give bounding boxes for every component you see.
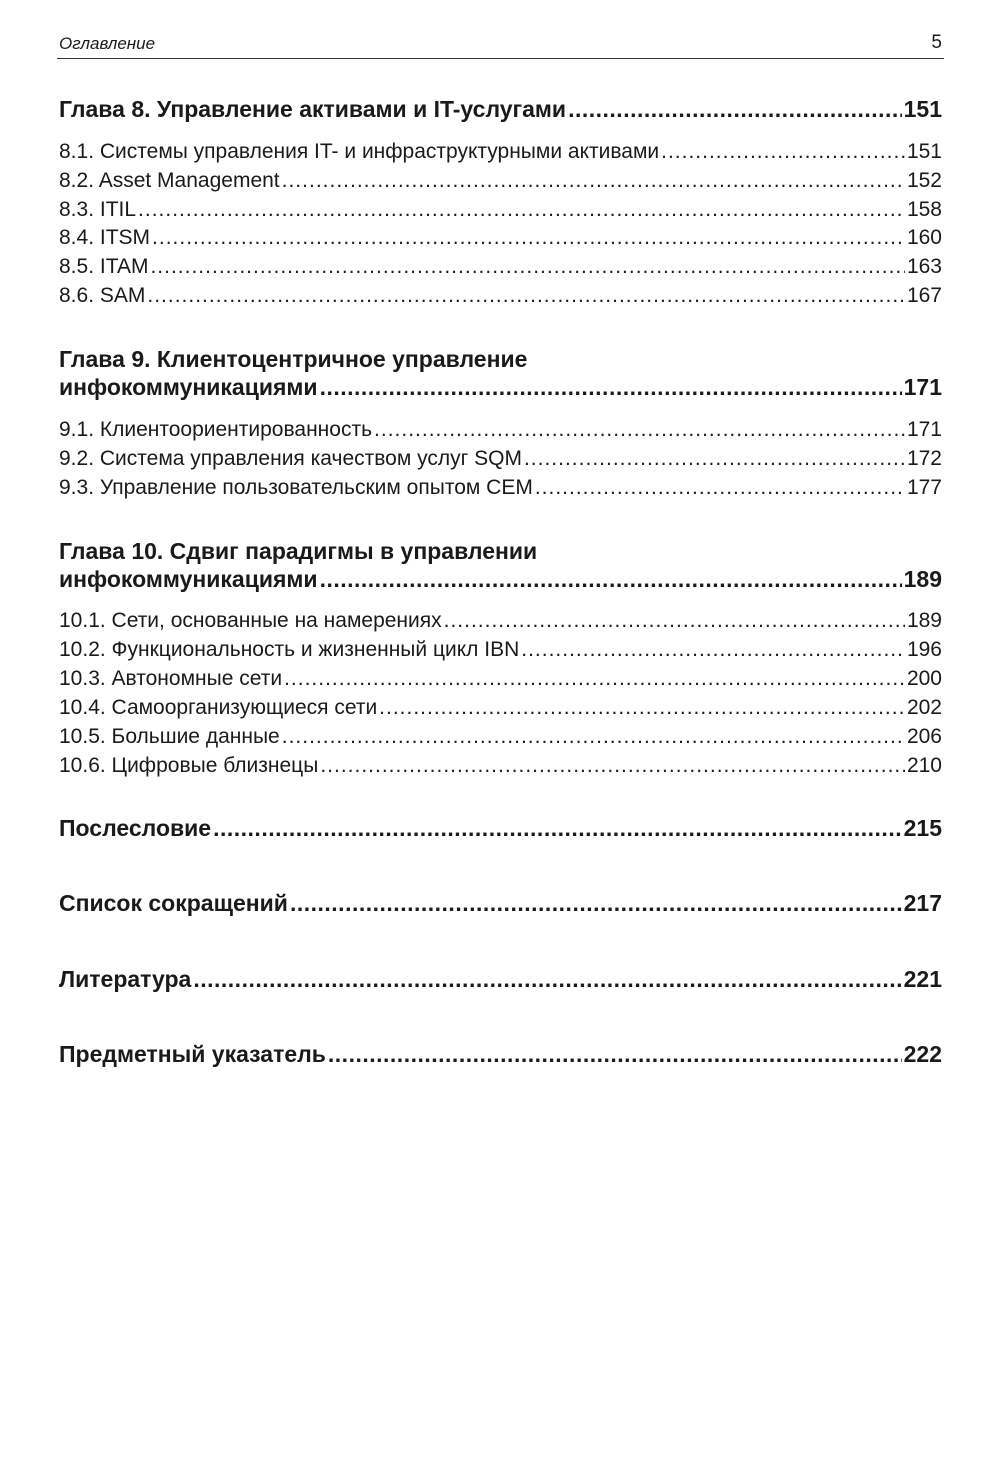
- toc-chapter-9-title-line1[interactable]: Глава 9. Клиентоцентричное управление: [59, 346, 528, 372]
- toc-entry-page: 189: [906, 609, 942, 632]
- running-head-section: Оглавление: [59, 34, 156, 53]
- dot-leader: [282, 725, 905, 749]
- dot-leader: [284, 667, 905, 691]
- toc-entry-title: инфокоммуникациями: [59, 374, 318, 400]
- toc-entry-title: 10.5. Большие данные: [59, 725, 280, 748]
- toc-entry-title: 9.2. Система управления качеством услуг SQM: [59, 447, 522, 470]
- toc-entry-title: Глава 8. Управление активами и IT-услугами: [59, 96, 567, 122]
- toc-chapter-8[interactable]: [59, 96, 942, 126]
- toc-entry-title: Предметный указатель: [59, 1041, 326, 1067]
- toc-abbreviations[interactable]: [59, 890, 942, 920]
- toc-entry-page: 152: [906, 169, 942, 192]
- dot-leader: [320, 754, 905, 778]
- toc-entry-page: 217: [903, 890, 942, 916]
- toc-section[interactable]: [59, 198, 942, 226]
- dot-leader: [152, 226, 905, 250]
- toc-entry-title: инфокоммуникациями: [59, 566, 318, 592]
- toc-entry-page: 177: [906, 476, 942, 499]
- toc-entry-page: 200: [906, 667, 942, 690]
- toc-section[interactable]: [59, 638, 942, 666]
- toc-entry-page: 167: [906, 284, 942, 307]
- dot-leader: [282, 169, 905, 193]
- toc-entry-page: 189: [903, 566, 942, 592]
- toc-entry-page: 160: [906, 226, 942, 249]
- toc-afterword[interactable]: [59, 815, 942, 845]
- toc-entry-title: 10.1. Сети, основанные на намерениях: [59, 609, 442, 632]
- toc-entry-page: 210: [906, 754, 942, 777]
- toc-entry-title: 8.5. ITAM: [59, 255, 149, 278]
- toc-entry-page: 151: [903, 96, 942, 122]
- toc-section[interactable]: [59, 667, 942, 695]
- toc-entry-page: 171: [906, 418, 942, 441]
- toc-section[interactable]: [59, 696, 942, 724]
- running-head: [57, 30, 944, 59]
- toc-entry-title: Литература: [59, 966, 192, 992]
- toc-chapter-10[interactable]: [59, 566, 942, 596]
- toc-chapter-10-title-line1[interactable]: Глава 10. Сдвиг парадигмы в управлении: [59, 538, 538, 564]
- toc-entry-title: 8.4. ITSM: [59, 226, 151, 249]
- dot-leader: [521, 638, 905, 662]
- toc-entry-title: 8.1. Системы управления IT- и инфраструктурными активами: [59, 140, 660, 163]
- toc-entry-page: 215: [903, 815, 942, 841]
- toc-entry-title: 8.3. ITIL: [59, 198, 137, 221]
- toc-chapter-9[interactable]: [59, 374, 942, 404]
- dot-leader: [147, 284, 905, 308]
- toc-entry-title: 9.1. Клиентоориентированность: [59, 418, 373, 441]
- toc-entry-title: 8.6. SAM: [59, 284, 146, 307]
- toc-entry-title: Послесловие: [59, 815, 212, 841]
- toc-section[interactable]: [59, 140, 942, 168]
- toc-entry-page: 206: [906, 725, 942, 748]
- dot-leader: [661, 140, 905, 164]
- toc-entry-title: 10.6. Цифровые близнецы: [59, 754, 319, 777]
- toc-entry-page: 202: [906, 696, 942, 719]
- toc-section[interactable]: [59, 226, 942, 254]
- toc-section[interactable]: [59, 255, 942, 283]
- dot-leader: [320, 374, 902, 401]
- toc-entry-page: 158: [906, 198, 942, 221]
- toc-section[interactable]: [59, 284, 942, 312]
- toc-entry-page: 151: [906, 140, 942, 163]
- dot-leader: [379, 696, 905, 720]
- dot-leader: [150, 255, 904, 279]
- toc-entry-page: 222: [903, 1041, 942, 1067]
- dot-leader: [290, 890, 902, 917]
- dot-leader: [138, 198, 905, 222]
- dot-leader: [328, 1041, 902, 1068]
- toc-index[interactable]: [59, 1041, 942, 1071]
- toc-entry-title: 10.2. Функциональность и жизненный цикл IBN: [59, 638, 520, 661]
- toc-entry-page: 196: [906, 638, 942, 661]
- dot-leader: [568, 96, 902, 123]
- toc-section[interactable]: [59, 754, 942, 782]
- dot-leader: [213, 815, 902, 842]
- toc-entry-title: 8.2. Asset Management: [59, 169, 280, 192]
- dot-leader: [444, 609, 905, 633]
- toc-section[interactable]: [59, 609, 942, 637]
- toc-entry-title: 9.3. Управление пользовательским опытом CEM: [59, 476, 533, 499]
- toc-entry-page: 171: [903, 374, 942, 400]
- dot-leader: [320, 566, 902, 593]
- toc-section[interactable]: [59, 725, 942, 753]
- toc-section[interactable]: [59, 169, 942, 197]
- toc-section[interactable]: [59, 418, 942, 446]
- toc-section[interactable]: [59, 476, 942, 504]
- dot-leader: [193, 966, 901, 993]
- toc-entry-page: 221: [903, 966, 942, 992]
- toc-entry-page: 172: [906, 447, 942, 470]
- dot-leader: [535, 476, 905, 500]
- page-number: 5: [931, 32, 942, 53]
- dot-leader: [524, 447, 905, 471]
- toc-literature[interactable]: [59, 966, 942, 996]
- toc-section[interactable]: [59, 447, 942, 475]
- dot-leader: [374, 418, 905, 442]
- toc-entry-title: Список сокращений: [59, 890, 288, 916]
- toc-entry-title: 10.3. Автономные сети: [59, 667, 283, 690]
- toc-entry-title: 10.4. Самоорганизующиеся сети: [59, 696, 378, 719]
- toc-entry-page: 163: [906, 255, 942, 278]
